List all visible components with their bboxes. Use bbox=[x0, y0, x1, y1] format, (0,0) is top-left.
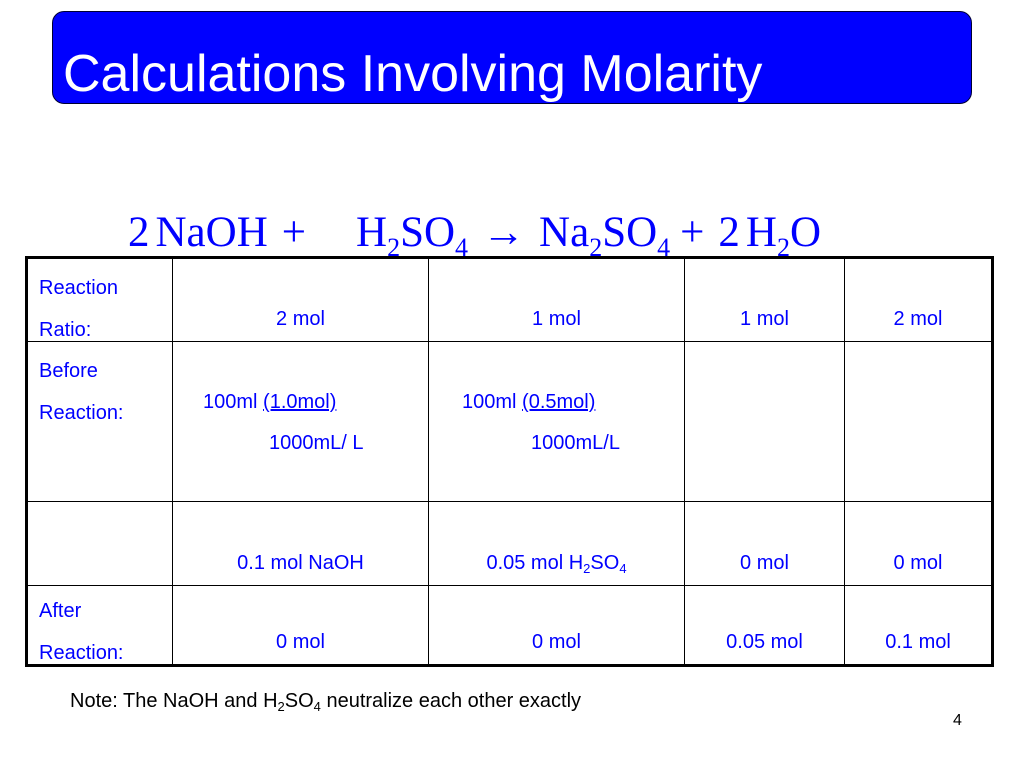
after-h2so4: 0 mol bbox=[532, 631, 581, 653]
plus-sign: + bbox=[680, 209, 705, 256]
table-cell bbox=[27, 258, 173, 342]
before-h2so4-line1: 100ml (0.5mol) bbox=[462, 391, 596, 413]
table-cell bbox=[27, 502, 173, 586]
table-cell bbox=[429, 586, 685, 666]
table-cell bbox=[173, 502, 429, 586]
row-label-ratio: Reaction Ratio: bbox=[39, 277, 118, 341]
reaction-arrow: → bbox=[482, 209, 526, 256]
table-cell bbox=[173, 586, 429, 666]
table-row-moles bbox=[27, 502, 993, 586]
na2so4-na-sub: 2 bbox=[589, 233, 603, 262]
row-label-after: After Reaction: bbox=[39, 600, 124, 664]
table-cell bbox=[27, 342, 173, 502]
before-h2so4-line2: 1000mL/L bbox=[531, 432, 620, 454]
table-row-ratio bbox=[27, 258, 993, 342]
table-cell bbox=[685, 342, 845, 502]
stoichiometry-table bbox=[25, 256, 994, 667]
h2o-coefficient: 2 bbox=[718, 209, 740, 256]
h2so4-so: SO bbox=[400, 209, 456, 256]
after-h2o: 0.1 mol bbox=[885, 631, 951, 653]
slide-title: Calculations Involving Molarity bbox=[63, 45, 763, 103]
table-cell bbox=[173, 342, 429, 502]
table-row-after bbox=[27, 586, 993, 666]
ratio-h2so4: 1 mol bbox=[532, 308, 581, 330]
after-naoh: 0 mol bbox=[276, 631, 325, 653]
h2o-h-sub: 2 bbox=[776, 233, 790, 262]
h2so4-so-sub: 4 bbox=[455, 233, 469, 262]
h2o-o: O bbox=[789, 209, 822, 256]
plus-sign: + bbox=[281, 209, 307, 256]
moles-na2so4: 0 mol bbox=[740, 552, 789, 574]
after-na2so4: 0.05 mol bbox=[726, 631, 803, 653]
table-cell bbox=[27, 586, 173, 666]
title-bar bbox=[52, 11, 972, 104]
ratio-h2o: 2 mol bbox=[893, 308, 943, 330]
table-cell bbox=[429, 502, 685, 586]
table-cell bbox=[685, 258, 845, 342]
table-cell bbox=[685, 502, 845, 586]
naoh-coefficient: 2 bbox=[128, 209, 150, 256]
table-cell bbox=[845, 258, 993, 342]
moles-h2so4: 0.05 mol $H_2SO_4$ bbox=[486, 552, 627, 576]
before-naoh-line1: 100ml (1.0mol) bbox=[203, 391, 337, 413]
table-cell bbox=[685, 586, 845, 666]
table-cell bbox=[845, 342, 993, 502]
na2so4-so-sub: 4 bbox=[657, 233, 671, 262]
table-row-before bbox=[27, 342, 993, 502]
table-cell bbox=[429, 258, 685, 342]
table-cell bbox=[173, 258, 429, 342]
h2so4-h: H bbox=[356, 209, 388, 256]
ratio-na2so4: 1 mol bbox=[740, 308, 789, 330]
ratio-naoh: 2 mol bbox=[276, 308, 325, 330]
h2so4-h-sub: 2 bbox=[387, 233, 401, 262]
stoichiometry-table-wrapper bbox=[25, 256, 994, 667]
na2so4-so: SO bbox=[602, 209, 658, 256]
moles-naoh: 0.1 mol NaOH bbox=[237, 552, 364, 574]
before-naoh-line2: 1000mL/ L bbox=[269, 432, 364, 454]
table-cell bbox=[845, 586, 993, 666]
page-number: 4 bbox=[953, 712, 962, 729]
table-cell bbox=[429, 342, 685, 502]
chemical-equation bbox=[128, 206, 821, 260]
table-cell bbox=[845, 502, 993, 586]
moles-h2o: 0 mol bbox=[893, 552, 943, 574]
footnote: Note: The NaOH and $H_2SO_4$ neutralize each other exactly bbox=[70, 690, 582, 714]
na2so4-na: Na bbox=[539, 209, 590, 256]
row-label-before: Before Reaction: bbox=[39, 360, 124, 424]
h2o-h: H bbox=[745, 209, 777, 256]
naoh-formula: NaOH bbox=[155, 209, 268, 256]
